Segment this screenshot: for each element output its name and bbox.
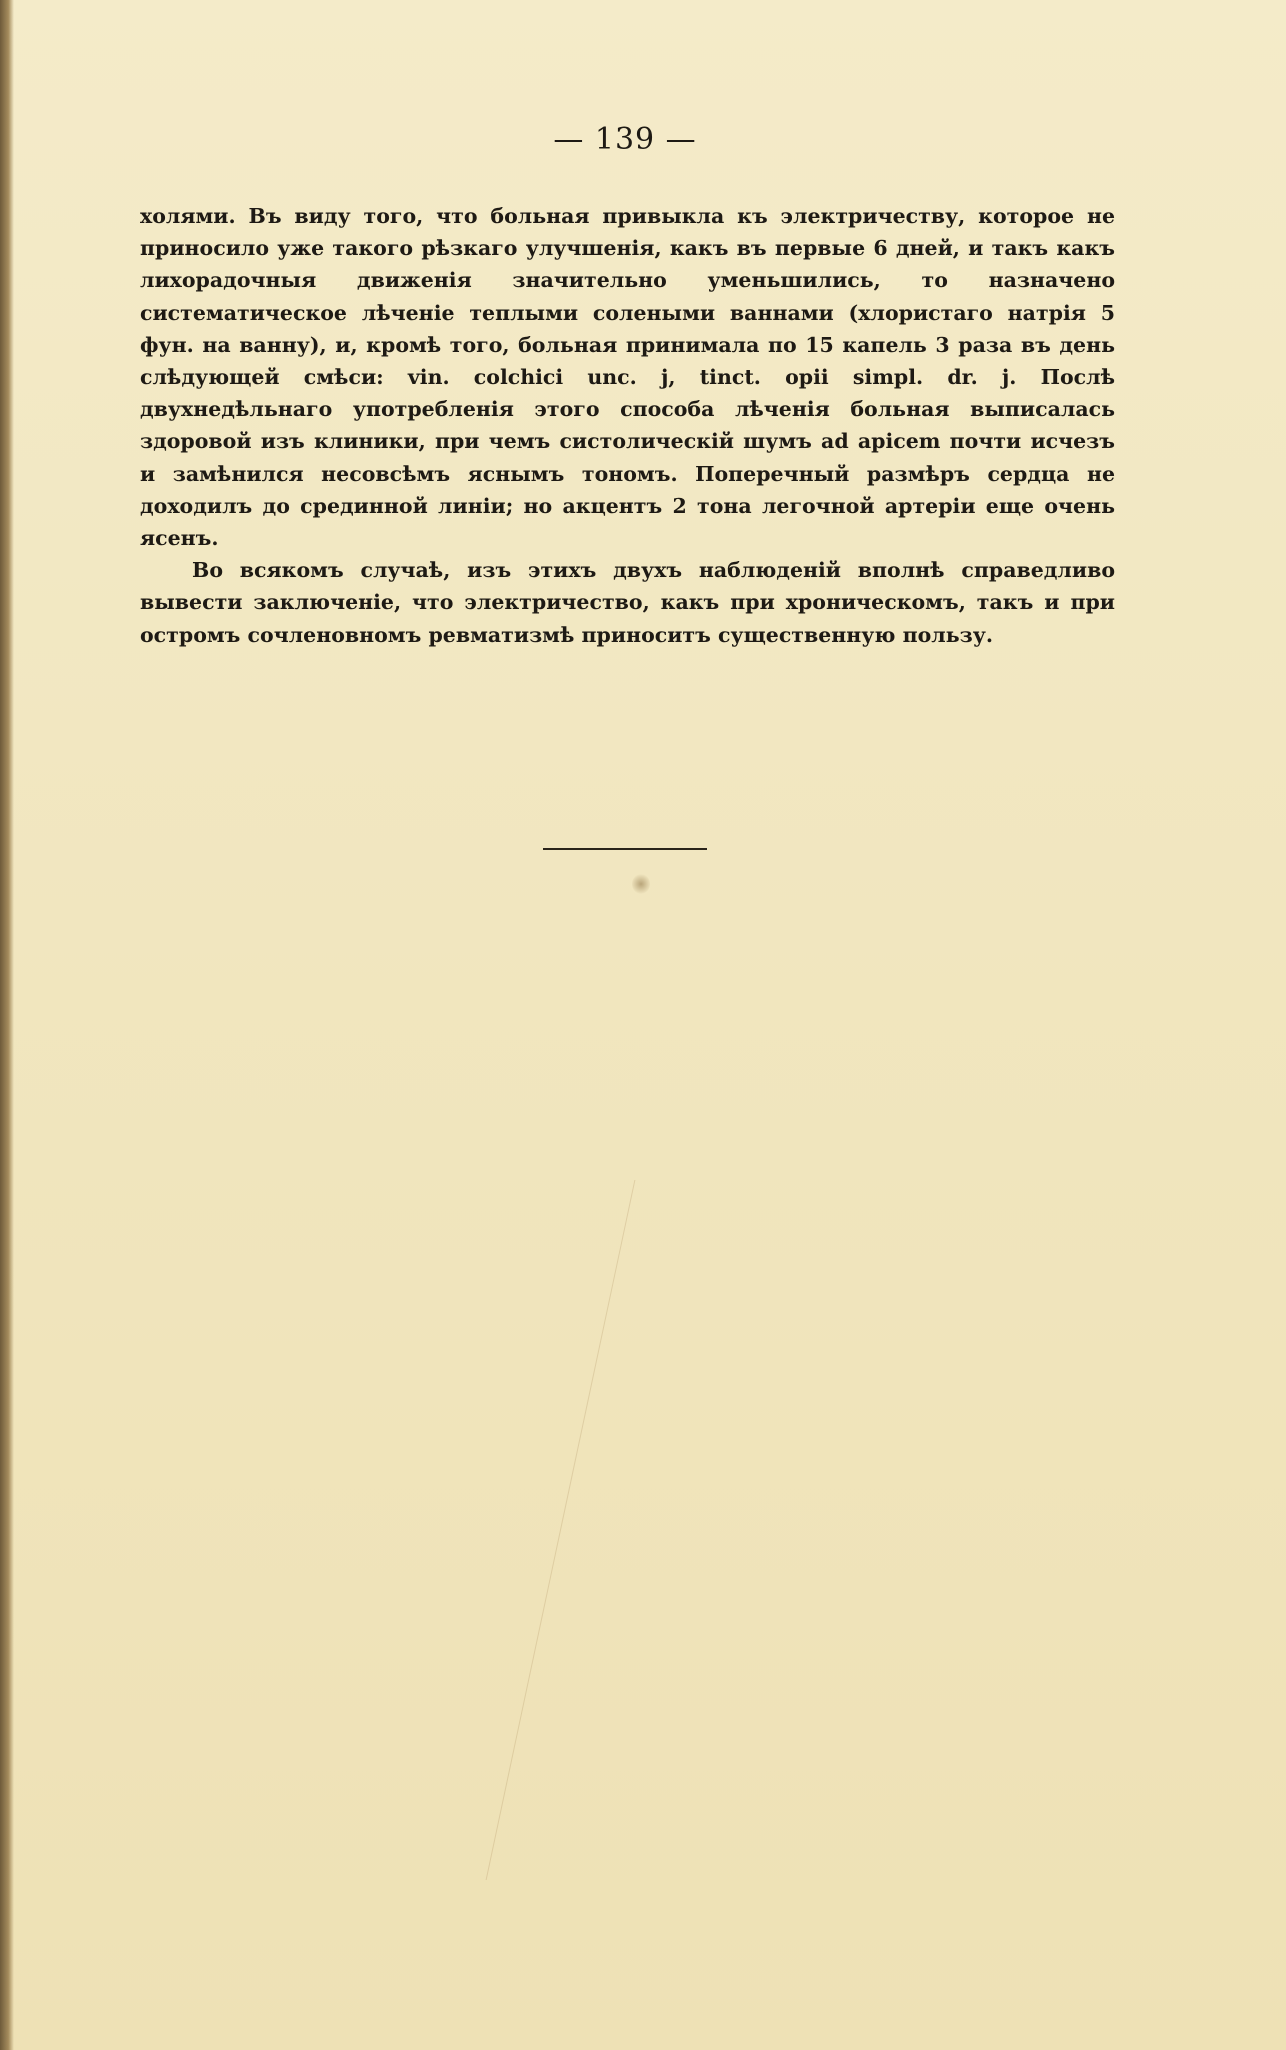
paragraph-2: Во всякомъ случаѣ, изъ этихъ двухъ наблюденій вполнѣ справедливо вывести заключеніе, что электричество, какъ при хроническомъ, такъ и при остромъ сочленовномъ ревматизмѣ приноситъ существенную пользу. bbox=[140, 558, 1115, 647]
page-number: — 139 — bbox=[553, 122, 697, 157]
section-divider bbox=[543, 848, 707, 850]
binding-edge bbox=[0, 0, 14, 2050]
body-text bbox=[140, 200, 1115, 651]
ink-spot bbox=[632, 874, 650, 894]
paper-crease bbox=[486, 1180, 896, 1880]
paragraph-1: холями. Въ виду того, что больная привыкла къ электричеству, которое не приносило уже такого рѣзкаго улучшенія, какъ въ первые 6 дней, и такъ какъ лихорадочныя движенія значительно уменьшились, то назначено систематическое лѣченіе теплыми солеными ваннами (хлористаго натрія 5 фун. на ванну), и, кромѣ того, больная принимала по 15 капель 3 раза въ день слѣдующей смѣси: vin. colchici unc. j, tinct. opii simpl. dr. j. Послѣ двухнедѣльнаго употребленія этого способа лѣченія больная выписалась здоровой изъ клиники, при чемъ систолическій шумъ ad apicem почти исчезъ и замѣнился несовсѣмъ яснымъ тономъ. Поперечный размѣръ сердца не доходилъ до срединной линіи; но акцентъ 2 тона легочной артеріи еще очень ясенъ. bbox=[140, 204, 1115, 551]
